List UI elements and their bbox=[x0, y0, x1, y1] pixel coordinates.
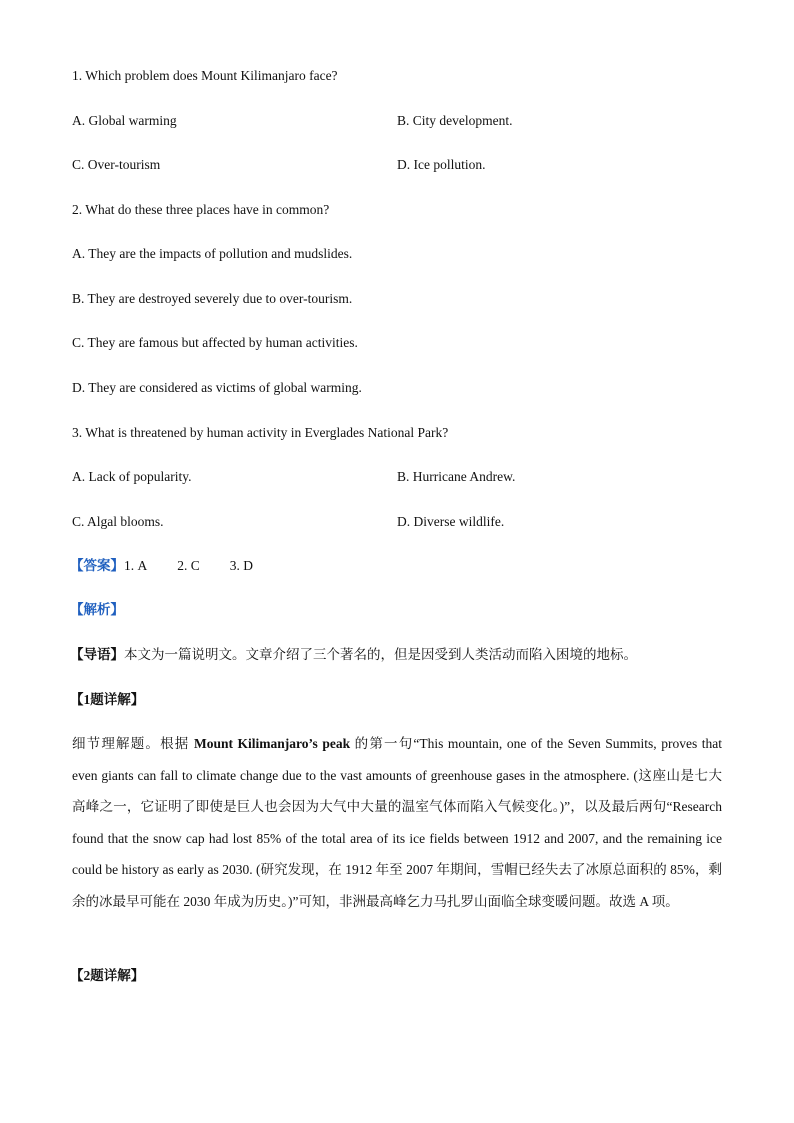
question-1: 1. Which problem does Mount Kilimanjaro face? bbox=[72, 68, 338, 83]
q2-option-c: C. They are famous but affected by human activities. bbox=[72, 335, 358, 350]
q2-option-d: D. They are considered as victims of global warming. bbox=[72, 380, 362, 395]
q1-option-c: C. Over-tourism bbox=[72, 157, 161, 172]
answer-2: 2. C bbox=[177, 558, 200, 573]
q1-option-b: B. City development. bbox=[397, 113, 513, 128]
answer-line bbox=[70, 557, 253, 575]
analysis-label: 【解析】 bbox=[70, 602, 124, 617]
q3-option-c: C. Algal blooms. bbox=[72, 514, 164, 529]
q3-option-b: B. Hurricane Andrew. bbox=[397, 469, 516, 484]
question-2: 2. What do these three places have in common? bbox=[72, 202, 330, 217]
detail-1-body: 的第一句“This mountain, one of the Seven Summits, proves that even giants can fall to climate change due to the vast amounts of greenhouse gases in the atmosphere. (这座山是七大高峰之一，它证明了即使是巨人也会因为大气中大量的温室气体而陷入气候变化。)”，以及最后两句“Research found that the snow cap had lost 85% of the total area of its ice fields between 1912 and 2007, and the remaining ice could be history as early as 2030. (研究发现，在 1912 年至 2007 年期间，雪帽已经失去了冰原总面积的 85%，剩余的冰最早可能在 2030 年成为历史。)”可知，非洲最高峰乞力马扎罗山面临全球变暖问题。故选 A 项。 bbox=[72, 736, 723, 909]
guide-text: 本文为一篇说明文。文章介绍了三个著名的，但是因受到人类活动而陷入困境的地标。 bbox=[124, 647, 637, 662]
q3-option-a: A. Lack of popularity. bbox=[72, 469, 192, 484]
guide-line bbox=[70, 646, 637, 664]
detail-2-label: 【2题详解】 bbox=[70, 968, 145, 983]
guide-label: 【导语】 bbox=[70, 647, 124, 662]
answer-label: 【答案】 bbox=[70, 558, 124, 573]
answer-1: 1. A bbox=[124, 558, 148, 573]
answer-3: 3. D bbox=[229, 558, 254, 573]
detail-1-paragraph bbox=[72, 728, 722, 917]
detail-1-reference: Mount Kilimanjaro’s peak bbox=[193, 736, 351, 751]
q2-option-b: B. They are destroyed severely due to over-tourism. bbox=[72, 291, 353, 306]
detail-1-label: 【1题详解】 bbox=[70, 692, 145, 707]
detail-1-intro: 细节理解题。根据 bbox=[72, 736, 194, 751]
question-3: 3. What is threatened by human activity in Everglades National Park? bbox=[72, 425, 449, 440]
q2-option-a: A. They are the impacts of pollution and mudslides. bbox=[72, 246, 353, 261]
q1-option-a: A. Global warming bbox=[72, 113, 177, 128]
q1-option-d: D. Ice pollution. bbox=[397, 157, 486, 172]
q3-option-d: D. Diverse wildlife. bbox=[397, 514, 505, 529]
